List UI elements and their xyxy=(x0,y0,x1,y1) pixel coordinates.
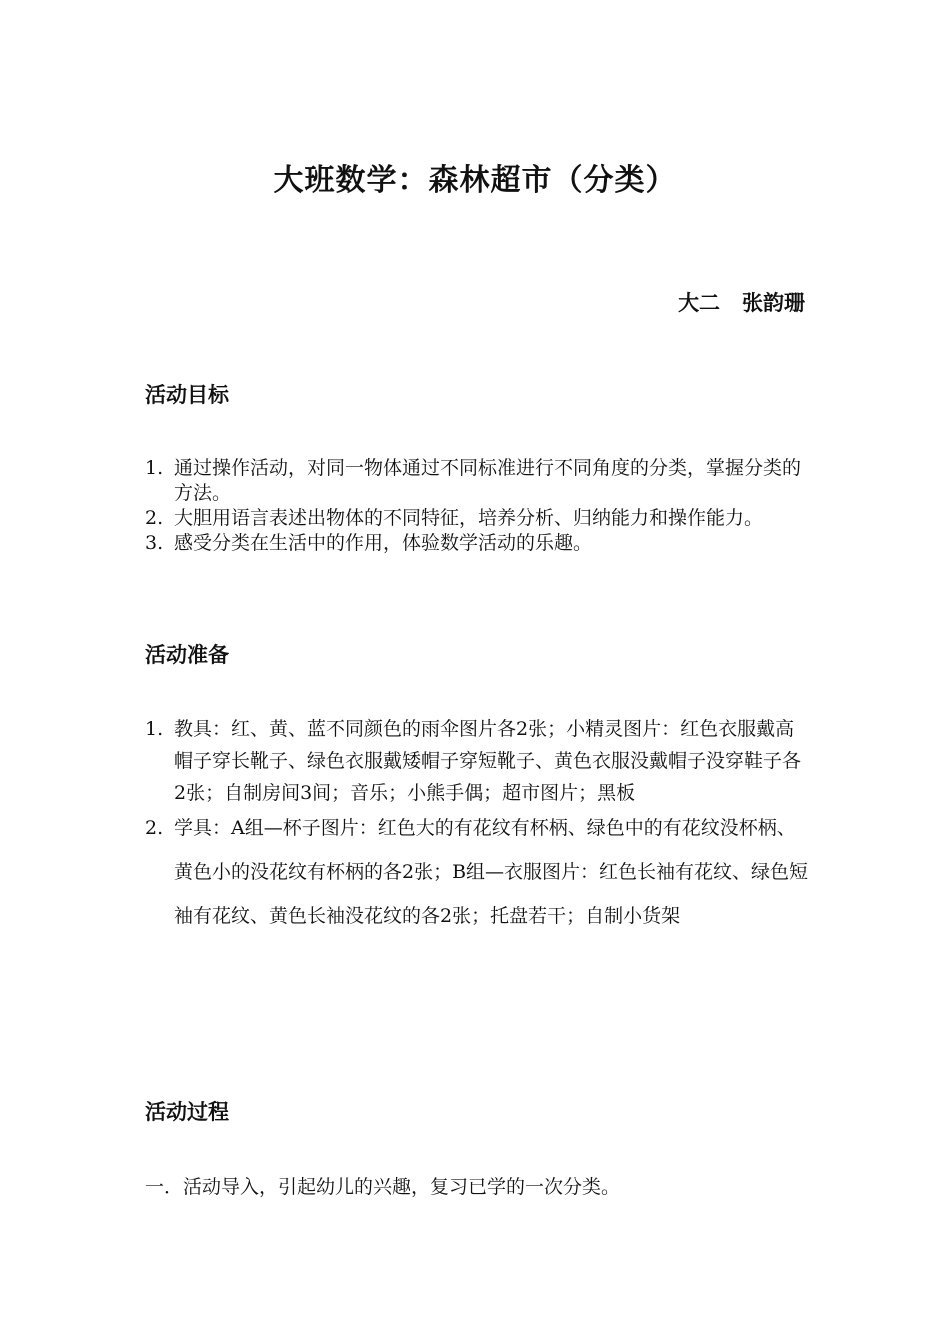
list-number: 2. xyxy=(145,817,164,839)
list-item xyxy=(145,506,810,531)
list-item-text: 学具：A组—杯子图片：红色大的有花纹有杯柄、绿色中的有花纹没杯柄、黄色小的没花纹有杯柄的各2张；B组—衣服图片：红色长袖有花纹、绿色短袖有花纹、黄色长袖没花纹的各2张；托盘若干；自制小货架 xyxy=(174,817,809,927)
list-item-text: 通过操作活动，对同一物体通过不同标准进行不同角度的分类，掌握分类的方法。 xyxy=(174,457,802,504)
list-number: 1. xyxy=(145,457,164,479)
list-item-text: 教具：红、黄、蓝不同颜色的雨伞图片各2张；小精灵图片：红色衣服戴高帽子穿长靴子、绿色衣服戴矮帽子穿短靴子、黄色衣服没戴帽子没穿鞋子各2张；自制房间3间；音乐；小熊手偶；超市图片；黑板 xyxy=(174,718,802,804)
list-item-text: 感受分类在生活中的作用，体验数学活动的乐趣。 xyxy=(174,532,593,554)
document-title: 大班数学：森林超市（分类） xyxy=(273,163,677,198)
section-heading-goals: 活动目标 xyxy=(145,383,229,407)
section-heading-preparation: 活动准备 xyxy=(145,643,229,667)
list-item xyxy=(145,456,810,506)
section-heading-process: 活动过程 xyxy=(145,1100,229,1124)
process-step-1: 一．活动导入，引起幼儿的兴趣，复习已学的一次分类。 xyxy=(145,1176,621,1198)
list-number: 1. xyxy=(145,718,164,740)
list-item xyxy=(145,713,810,809)
list-number: 2. xyxy=(145,507,164,529)
author-line: 大二 张韵珊 xyxy=(678,291,805,315)
preparation-list xyxy=(145,713,810,938)
list-number: 3. xyxy=(145,532,164,554)
list-item xyxy=(145,531,810,556)
goals-list xyxy=(145,456,810,556)
list-item-text: 大胆用语言表述出物体的不同特征，培养分析、归纳能力和操作能力。 xyxy=(174,507,764,529)
list-item xyxy=(145,806,810,938)
